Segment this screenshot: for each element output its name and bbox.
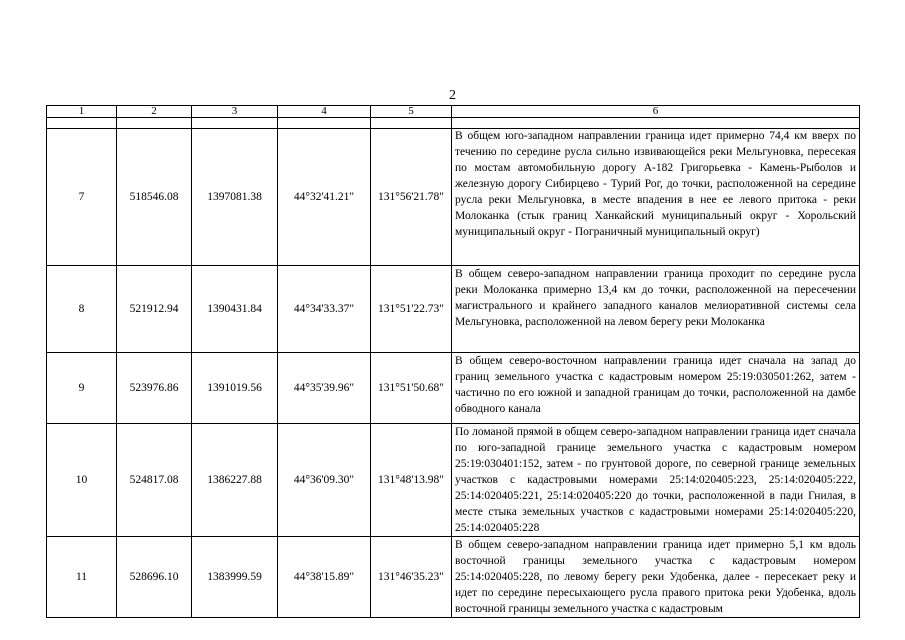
longitude-cell: 131°51'50.68" — [371, 353, 452, 424]
longitude-cell: 131°51'22.73" — [371, 266, 452, 353]
table-row — [47, 266, 860, 353]
description-cell — [452, 266, 860, 353]
page-number: 2 — [449, 88, 456, 103]
column-header-1: 1 — [47, 106, 117, 118]
description-cell — [452, 129, 860, 266]
spacer-cell — [192, 118, 278, 129]
boundary-description: В общем северо-западном направлении граница проходит по середине русла реки Молоканка примерно 13,4 км до точки, расположенной на пересечении магистрального и крайнего западного каналов мелиоративной системы села Мельгуновка, расположенной на левом берегу реки Молоканка — [455, 268, 856, 328]
spacer-cell — [278, 118, 371, 129]
column-header-6: 6 — [452, 106, 860, 118]
boundary-description: В общем северо-западном направлении граница идет примерно 5,1 км вдоль восточной границы земельного участка с кадастровым номером 25:14:020405:228, по левому берегу реки Удобенка, далее - пересекает реку и идет по середине пересыхающего русла правого притока реки Удобенка, вдоль восточной границы земельного участка с кадастровым — [455, 539, 856, 615]
point-number-cell: 11 — [47, 537, 117, 618]
spacer-cell — [117, 118, 192, 129]
longitude-cell: 131°56'21.78" — [371, 129, 452, 266]
spacer-cell — [47, 118, 117, 129]
description-cell — [452, 424, 860, 537]
table-row — [47, 424, 860, 537]
table-row — [47, 353, 860, 424]
table-row — [47, 537, 860, 618]
boundary-description: По ломаной прямой в общем северо-западном направлении граница идет сначала по юго-западной границе земельного участка с кадастровым номером 25:19:030401:152, затем - по грунтовой дороге, по северной границе земельных участков с кадастровыми номерами 25:14:020405:223, 25:14:020405:222, 25:14:020405:221, 25:14:020405:220 до точки, расположенной в пади Гнилая, в месте стыка земельных участков с кадастровыми номерами 25:14:020405:220, 25:14:020405:228 — [455, 426, 856, 534]
coord-y-cell: 1397081.38 — [192, 129, 278, 266]
column-header-3: 3 — [192, 106, 278, 118]
coord-x-cell: 528696.10 — [117, 537, 192, 618]
spacer-cell — [371, 118, 452, 129]
longitude-cell: 131°46'35.23" — [371, 537, 452, 618]
latitude-cell: 44°38'15.89" — [278, 537, 371, 618]
description-cell-spacer — [452, 118, 860, 129]
latitude-cell: 44°34'33.37" — [278, 266, 371, 353]
latitude-cell: 44°35'39.96" — [278, 353, 371, 424]
point-number-cell: 8 — [47, 266, 117, 353]
table-spacer-row — [47, 118, 860, 129]
column-header-2: 2 — [117, 106, 192, 118]
coord-x-cell: 518546.08 — [117, 129, 192, 266]
description-cell — [452, 537, 860, 618]
point-number-cell: 9 — [47, 353, 117, 424]
table-header-row — [47, 106, 860, 118]
latitude-cell: 44°36'09.30" — [278, 424, 371, 537]
point-number-cell: 7 — [47, 129, 117, 266]
point-number-cell: 10 — [47, 424, 117, 537]
column-header-4: 4 — [278, 106, 371, 118]
coord-y-cell: 1386227.88 — [192, 424, 278, 537]
coord-y-cell: 1391019.56 — [192, 353, 278, 424]
boundary-description: В общем юго-западном направлении граница идет примерно 74,4 км вверх по течению по середине русла сильно извивающейся реки Мельгуновка, пересекая по мостам автомобильную дорогу А-182 Григорьевка - Камень-Рыболов и железную дорогу Сибирцево - Турий Рог, до точки, расположенной на середине русла реки Мельгуновка, в месте впадения в нее ее левого притока - реки Молоканка (стык границ Ханкайский муниципальный округ - Хорольский муниципальный округ - Пограничный муниципальный округ) — [455, 130, 856, 238]
coord-x-cell: 524817.08 — [117, 424, 192, 537]
boundary-description: В общем северо-восточном направлении граница идет сначала на запад до границ земельного участка с кадастровым номером 25:19:030501:262, затем - частично по его южной и западной границам до точки, расположенной на дамбе обводного канала — [455, 355, 856, 415]
column-header-5: 5 — [371, 106, 452, 118]
description-cell — [452, 353, 860, 424]
latitude-cell: 44°32'41.21" — [278, 129, 371, 266]
boundary-points-table — [46, 105, 860, 618]
longitude-cell: 131°48'13.98" — [371, 424, 452, 537]
coord-y-cell: 1383999.59 — [192, 537, 278, 618]
coord-x-cell: 523976.86 — [117, 353, 192, 424]
coord-y-cell: 1390431.84 — [192, 266, 278, 353]
table-row — [47, 129, 860, 266]
coord-x-cell: 521912.94 — [117, 266, 192, 353]
